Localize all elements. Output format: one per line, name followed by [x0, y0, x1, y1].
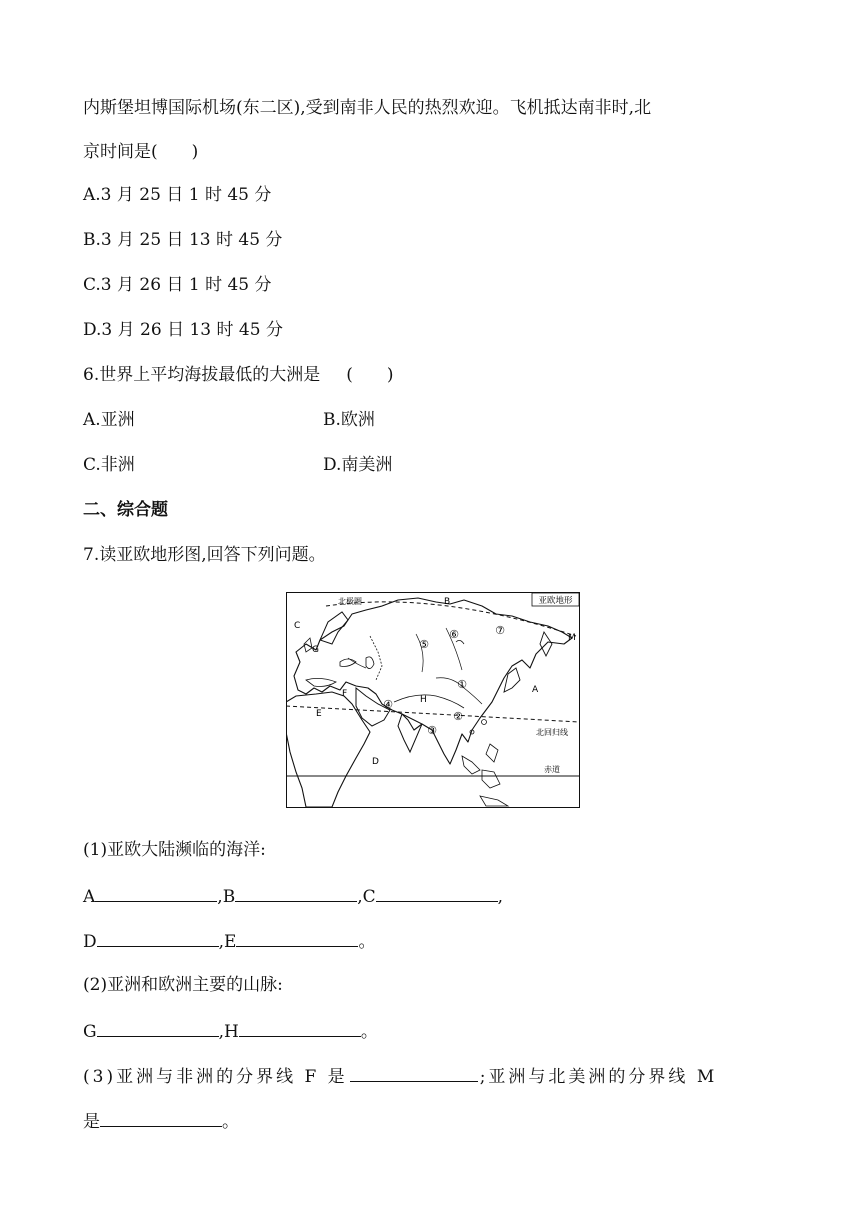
- map-label-n4: ④: [383, 698, 393, 711]
- q7-sub1-row2: D ,E 。: [83, 928, 375, 954]
- q6-option-b[interactable]: B.欧洲: [323, 410, 375, 430]
- map-label-tropic: 北回归线: [536, 728, 568, 737]
- q7-sub2-label-g: G: [83, 1022, 97, 1042]
- q6-option-c[interactable]: C.非洲: [83, 455, 135, 475]
- map-label-c: C: [294, 621, 301, 631]
- map-label-h: H: [420, 695, 427, 705]
- q7-stem: 7.读亚欧地形图,回答下列问题。: [83, 545, 326, 565]
- q5-stem-line2: [83, 140, 198, 164]
- q6-stem: [83, 363, 394, 387]
- q7-sub3-blank-m[interactable]: [100, 1108, 222, 1127]
- q7-sub1-blank-d[interactable]: [97, 928, 219, 947]
- q5-option-a[interactable]: A.3 月 25 日 1 时 45 分: [83, 185, 272, 205]
- q5-stem-suffix: ): [191, 142, 199, 162]
- q7-sub3-part3: 是: [83, 1112, 100, 1132]
- map-title: 亚欧地形: [538, 596, 573, 606]
- q7-sub2-blank-h[interactable]: [239, 1018, 361, 1037]
- map-label-f: F: [342, 689, 348, 699]
- map-label-b: B: [444, 597, 451, 607]
- q5-stem-prefix: 京时间是(: [83, 142, 158, 162]
- q7-sub1-label-a: A: [83, 887, 96, 907]
- q5-option-c[interactable]: C.3 月 26 日 1 时 45 分: [83, 275, 272, 295]
- map-label-n7: ⑦: [495, 624, 505, 637]
- map-label-arctic: 北极圈: [338, 597, 362, 606]
- map-label-n2: ②: [453, 710, 463, 723]
- q7-sub1-label-b: B: [222, 887, 236, 907]
- q7-sub1-blank-b[interactable]: [235, 883, 357, 902]
- q7-sub3-part1: (3)亚洲与非洲的分界线 F 是: [83, 1067, 348, 1087]
- asia-europe-terrain-map: [286, 592, 580, 808]
- q7-sub3-part2: ;亚洲与北美洲的分界线 M: [479, 1067, 718, 1087]
- map-label-n3: ③: [427, 724, 437, 737]
- map-label-m: M: [568, 633, 576, 643]
- map-label-g: G: [312, 645, 319, 655]
- q6-option-d[interactable]: D.南美洲: [323, 455, 393, 475]
- q7-sub1-blank-e[interactable]: [236, 928, 358, 947]
- q7-sub2-label-h: H: [224, 1022, 239, 1042]
- map-label-a: A: [532, 685, 539, 695]
- q7-sub3-row1: [83, 1063, 717, 1089]
- section-heading: 二、综合题: [83, 500, 168, 520]
- q7-sub1-label-d: D: [83, 932, 97, 952]
- q7-sub1-blank-a[interactable]: [95, 883, 217, 902]
- q5-option-d[interactable]: D.3 月 26 日 13 时 45 分: [83, 320, 283, 340]
- map-label-n6: ⑥: [449, 628, 459, 641]
- q7-sub2-row: G ,H 。: [83, 1018, 378, 1044]
- q6-paren-open: (: [346, 365, 353, 385]
- q7-sub3-blank-f[interactable]: [350, 1063, 478, 1082]
- map-label-n1: ①: [457, 678, 467, 691]
- map-label-d: D: [372, 757, 379, 767]
- q7-sub2-title: (2)亚洲和欧洲主要的山脉:: [83, 975, 283, 995]
- q5-stem-line1: 内斯堡坦博国际机场(东二区),受到南非人民的热烈欢迎。飞机抵达南非时,北: [83, 98, 652, 118]
- map-label-e: E: [316, 709, 322, 719]
- q7-sub1-blank-c[interactable]: [376, 883, 498, 902]
- q6-paren-close: ): [386, 365, 394, 385]
- q5-option-b[interactable]: B.3 月 25 日 13 时 45 分: [83, 230, 283, 250]
- q6-stem-text: 6.世界上平均海拔最低的大洲是: [83, 365, 321, 385]
- q7-sub1-title: (1)亚欧大陆濒临的海洋:: [83, 840, 266, 860]
- q7-sub2-blank-g[interactable]: [97, 1018, 219, 1037]
- q7-sub1-row1: A ,B ,C ,: [83, 883, 503, 909]
- q6-option-a[interactable]: A.亚洲: [83, 410, 135, 430]
- q7-sub1-label-c: C: [362, 887, 376, 907]
- map-label-equator: 赤道: [544, 765, 560, 774]
- q7-sub3-row2: 是 。: [83, 1108, 239, 1134]
- q7-sub1-label-e: E: [224, 932, 237, 952]
- map-label-n5: ⑤: [419, 638, 429, 651]
